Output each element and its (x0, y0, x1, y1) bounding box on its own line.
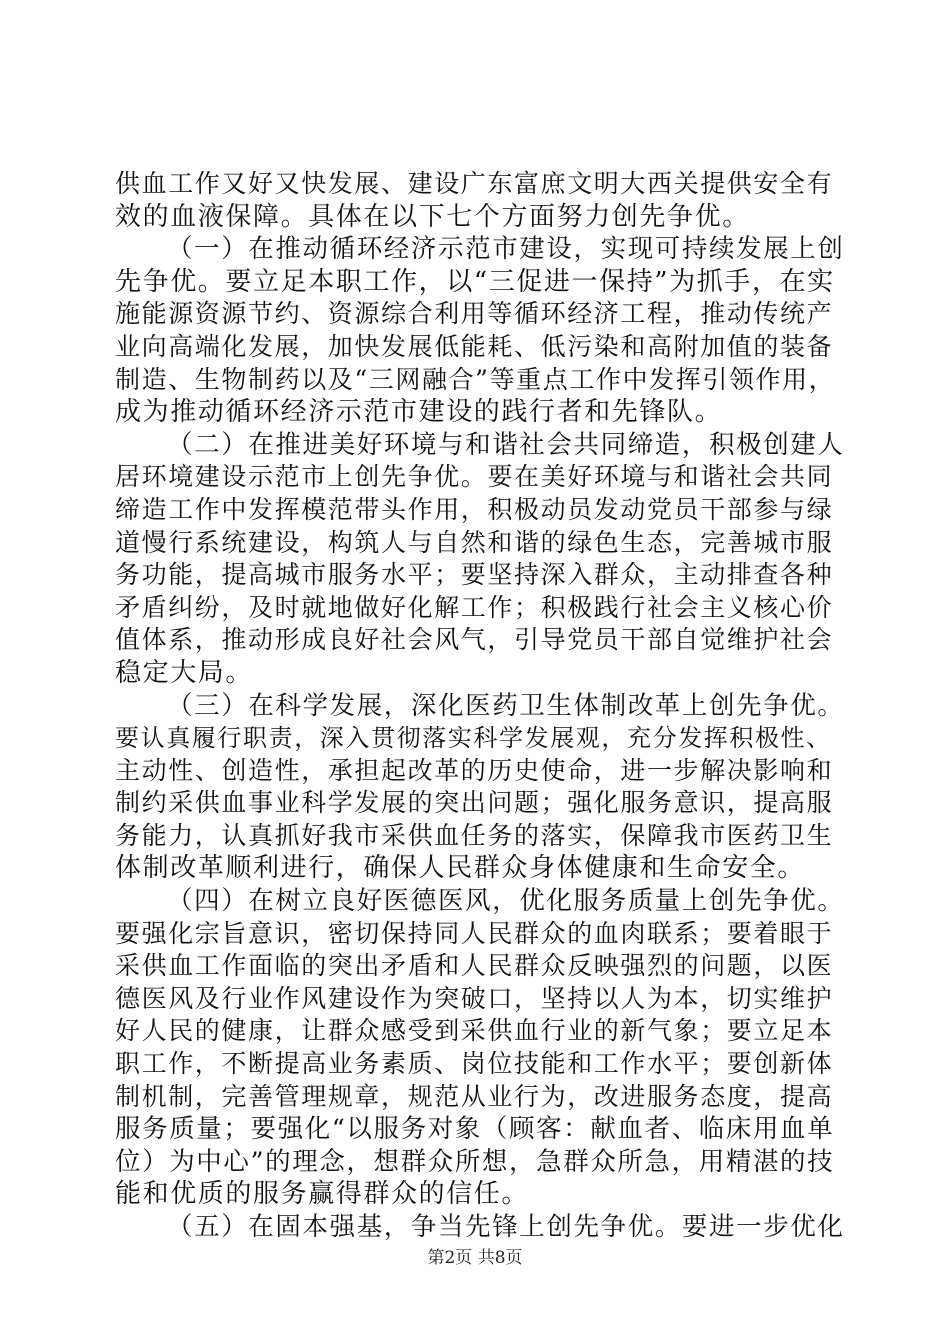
text-line: 职工作，不断提高业务素质、岗位技能和工作水平；要创新体 (115, 1049, 834, 1079)
text-line: 稳定大局。 (115, 657, 254, 688)
text-line: 能和优质的服务赢得群众的信任。 (115, 1179, 530, 1210)
text-line: 供血工作又好又快发展、建设广东富庶文明大西关提供安全有 (115, 169, 834, 198)
text-line: 施能源资源节约、资源综合利用等循环经济工程，推动传统产 (115, 299, 834, 329)
document-body (115, 168, 845, 1244)
text-line: （五）在固本强基，争当先锋上创先争优。要进一步优化 (167, 1212, 845, 1242)
text-line: （二）在推进美好环境与和谐社会共同缔造，积极创建人 (167, 429, 845, 460)
text-line: 务功能，提高城市服务水平；要坚持深入群众，主动排查各种 (115, 560, 834, 590)
text-line: 先争优。要立足本职工作，以“三促进一保持”为抓手，在实 (115, 266, 835, 297)
text-line: 业向高端化发展，加快发展低能耗、低污染和高附加值的装备 (115, 331, 834, 361)
text-line: 道慢行系统建设，构筑人与自然和谐的绿色生态，完善城市服 (115, 527, 834, 557)
text-line: 好人民的健康，让群众感受到采供血行业的新气象；要立足本 (115, 1016, 834, 1046)
text-line: 主动性、创造性，承担起改革的历史使命，进一步解决影响和 (115, 755, 834, 785)
text-line: 务能力，认真抓好我市采供血任务的落实，保障我市医药卫生 (115, 820, 834, 850)
text-line: 要认真履行职责，深入贯彻落实科学发展观，充分发挥积极性、 (115, 724, 832, 753)
text-line: 成为推动循环经济示范市建设的践行者和先锋队。 (115, 397, 723, 428)
text-line: 制约采供血事业科学发展的突出问题；强化服务意识，提高服 (115, 788, 834, 818)
text-line: 居环境建设示范市上创先争优。要在美好环境与和谐社会共同 (115, 462, 834, 492)
text-line: （四）在树立良好医德医风，优化服务质量上创先争优。 (167, 886, 845, 917)
text-line: （一）在推动循环经济示范市建设，实现可持续发展上创 (167, 234, 845, 265)
text-line: 缔造工作中发挥模范带头作用，积极动员发动党员干部参与绿 (115, 494, 834, 524)
text-line: 要强化宗旨意识，密切保持同人民群众的血肉联系；要着眼于 (115, 918, 834, 948)
text-line: 服务质量；要强化“以服务对象（顾客：献血者、临床用血单 (115, 1114, 835, 1145)
text-line: 制机制，完善管理规章，规范从业行为，改进服务态度，提高 (115, 1081, 834, 1111)
text-line: 效的血液保障。具体在以下七个方面努力创先争优。 (115, 201, 750, 232)
text-line: 采供血工作面临的突出矛盾和人民群众反映强烈的问题，以医 (115, 951, 834, 981)
text-line: 制造、生物制药以及“三网融合”等重点工作中发挥引领作用， (115, 364, 836, 394)
text-line: 值体系，推动形成良好社会风气，引导党员干部自觉维护社会 (115, 625, 834, 655)
text-line: 德医风及行业作风建设作为突破口，坚持以人为本，切实维护 (115, 983, 834, 1013)
text-line: 位）为中心”的理念，想群众所想，急群众所急，用精湛的技 (115, 1146, 835, 1177)
text-line: 体制改革顺利进行，确保人民群众身体健康和生命安全。 (115, 853, 806, 884)
page-footer: 第2页 共8页 (427, 1248, 523, 1268)
text-line: （三）在科学发展，深化医药卫生体制改革上创先争优。 (167, 690, 845, 721)
text-line: 矛盾纠纷，及时就地做好化解工作；积极践行社会主义核心价 (115, 592, 834, 622)
